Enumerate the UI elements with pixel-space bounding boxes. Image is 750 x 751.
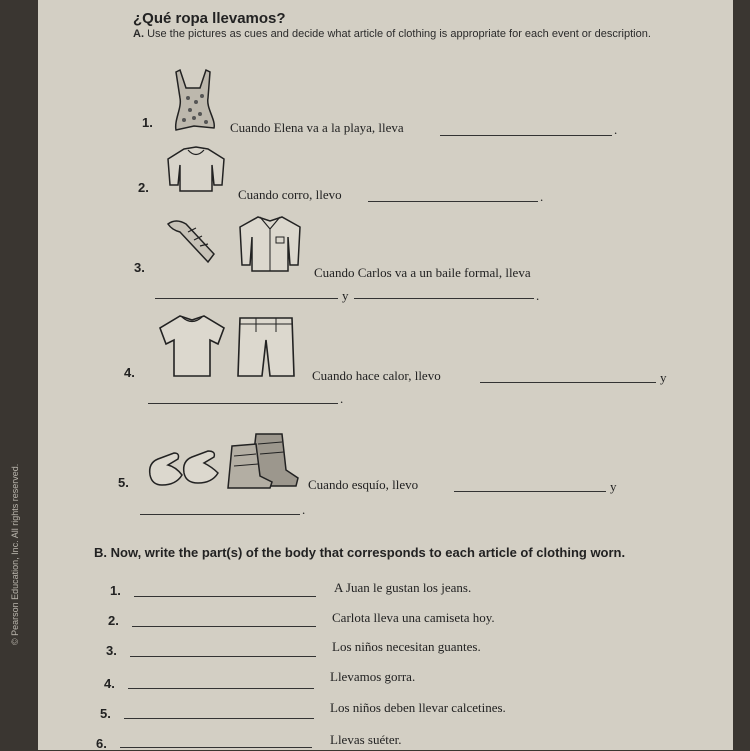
a-item-4-answer-line-2[interactable] xyxy=(148,403,338,404)
b-item-5-answer-line[interactable] xyxy=(124,718,314,719)
a-item-3-period: . xyxy=(536,288,540,303)
a-item-4-number: 4. xyxy=(124,365,135,380)
a-item-3-text: Cuando Carlos va a un baile formal, lleva xyxy=(314,265,531,280)
gloves-icon xyxy=(146,445,222,489)
sweatshirt-icon xyxy=(166,145,226,195)
a-item-4-text: Cuando hace calor, llevo xyxy=(312,368,441,383)
swimsuit-icon xyxy=(170,68,220,133)
b-item-2-text: Carlota lleva una camiseta hoy. xyxy=(332,610,495,625)
a-item-3-answer-line-1[interactable] xyxy=(155,298,338,299)
a-item-1-number: 1. xyxy=(142,115,153,130)
worksheet-page xyxy=(38,0,733,750)
b-item-2-answer-line[interactable] xyxy=(132,626,316,627)
a-item-3-number: 3. xyxy=(134,260,145,275)
ski-boots-icon xyxy=(226,430,302,490)
b-item-3-number: 3. xyxy=(106,643,117,658)
b-item-2-number: 2. xyxy=(108,613,119,628)
copyright-credit: © Pearson Education, Inc. All rights reserved. xyxy=(10,463,20,645)
page-title: ¿Qué ropa llevamos? xyxy=(133,10,286,27)
tie-icon xyxy=(164,218,224,266)
b-item-3-text: Los niños necesitan guantes. xyxy=(332,639,481,654)
b-item-5-text: Los niños deben llevar calcetines. xyxy=(330,700,506,715)
a-item-2-text: Cuando corro, llevo xyxy=(238,187,342,202)
a-item-3-and: y xyxy=(342,288,349,303)
shorts-icon xyxy=(236,314,296,380)
section-b-heading: B. Now, write the part(s) of the body that corresponds to each article of clothing worn. xyxy=(94,545,626,560)
a-item-1-text: Cuando Elena va a la playa, lleva xyxy=(230,120,404,135)
a-item-4-answer-line-1[interactable] xyxy=(480,382,656,383)
section-a-instructions: A. Use the pictures as cues and decide what article of clothing is appropriate for each event or description. xyxy=(133,28,651,40)
b-item-1-number: 1. xyxy=(110,583,121,598)
b-item-6-number: 6. xyxy=(96,736,107,751)
a-item-5-and: y xyxy=(610,479,617,494)
b-item-4-text: Llevamos gorra. xyxy=(330,669,416,684)
a-item-5-answer-line-1[interactable] xyxy=(454,491,606,492)
b-item-4-answer-line[interactable] xyxy=(128,688,314,689)
b-item-5-number: 5. xyxy=(100,706,111,721)
a-item-3-answer-line-2[interactable] xyxy=(354,298,534,299)
b-item-4-number: 4. xyxy=(104,676,115,691)
a-item-5-number: 5. xyxy=(118,475,129,490)
a-item-2-period: . xyxy=(540,189,544,204)
a-item-4-period: . xyxy=(340,391,344,406)
a-item-1-period: . xyxy=(614,122,618,137)
b-item-1-answer-line[interactable] xyxy=(134,596,316,597)
b-item-3-answer-line[interactable] xyxy=(130,656,316,657)
a-item-1-answer-line[interactable] xyxy=(440,135,612,136)
a-item-2-answer-line[interactable] xyxy=(368,201,538,202)
b-item-6-answer-line[interactable] xyxy=(120,747,312,748)
t-shirt-icon xyxy=(158,312,228,380)
dress-shirt-icon xyxy=(238,213,304,275)
section-a-letter: A. xyxy=(133,28,144,40)
b-item-6-text: Llevas suéter. xyxy=(330,732,402,747)
a-item-5-period: . xyxy=(302,502,306,517)
a-item-5-answer-line-2[interactable] xyxy=(140,514,300,515)
a-item-5-text: Cuando esquío, llevo xyxy=(308,477,419,492)
a-item-2-number: 2. xyxy=(138,180,149,195)
b-item-1-text: A Juan le gustan los jeans. xyxy=(334,580,472,595)
a-item-4-and: y xyxy=(660,370,667,385)
